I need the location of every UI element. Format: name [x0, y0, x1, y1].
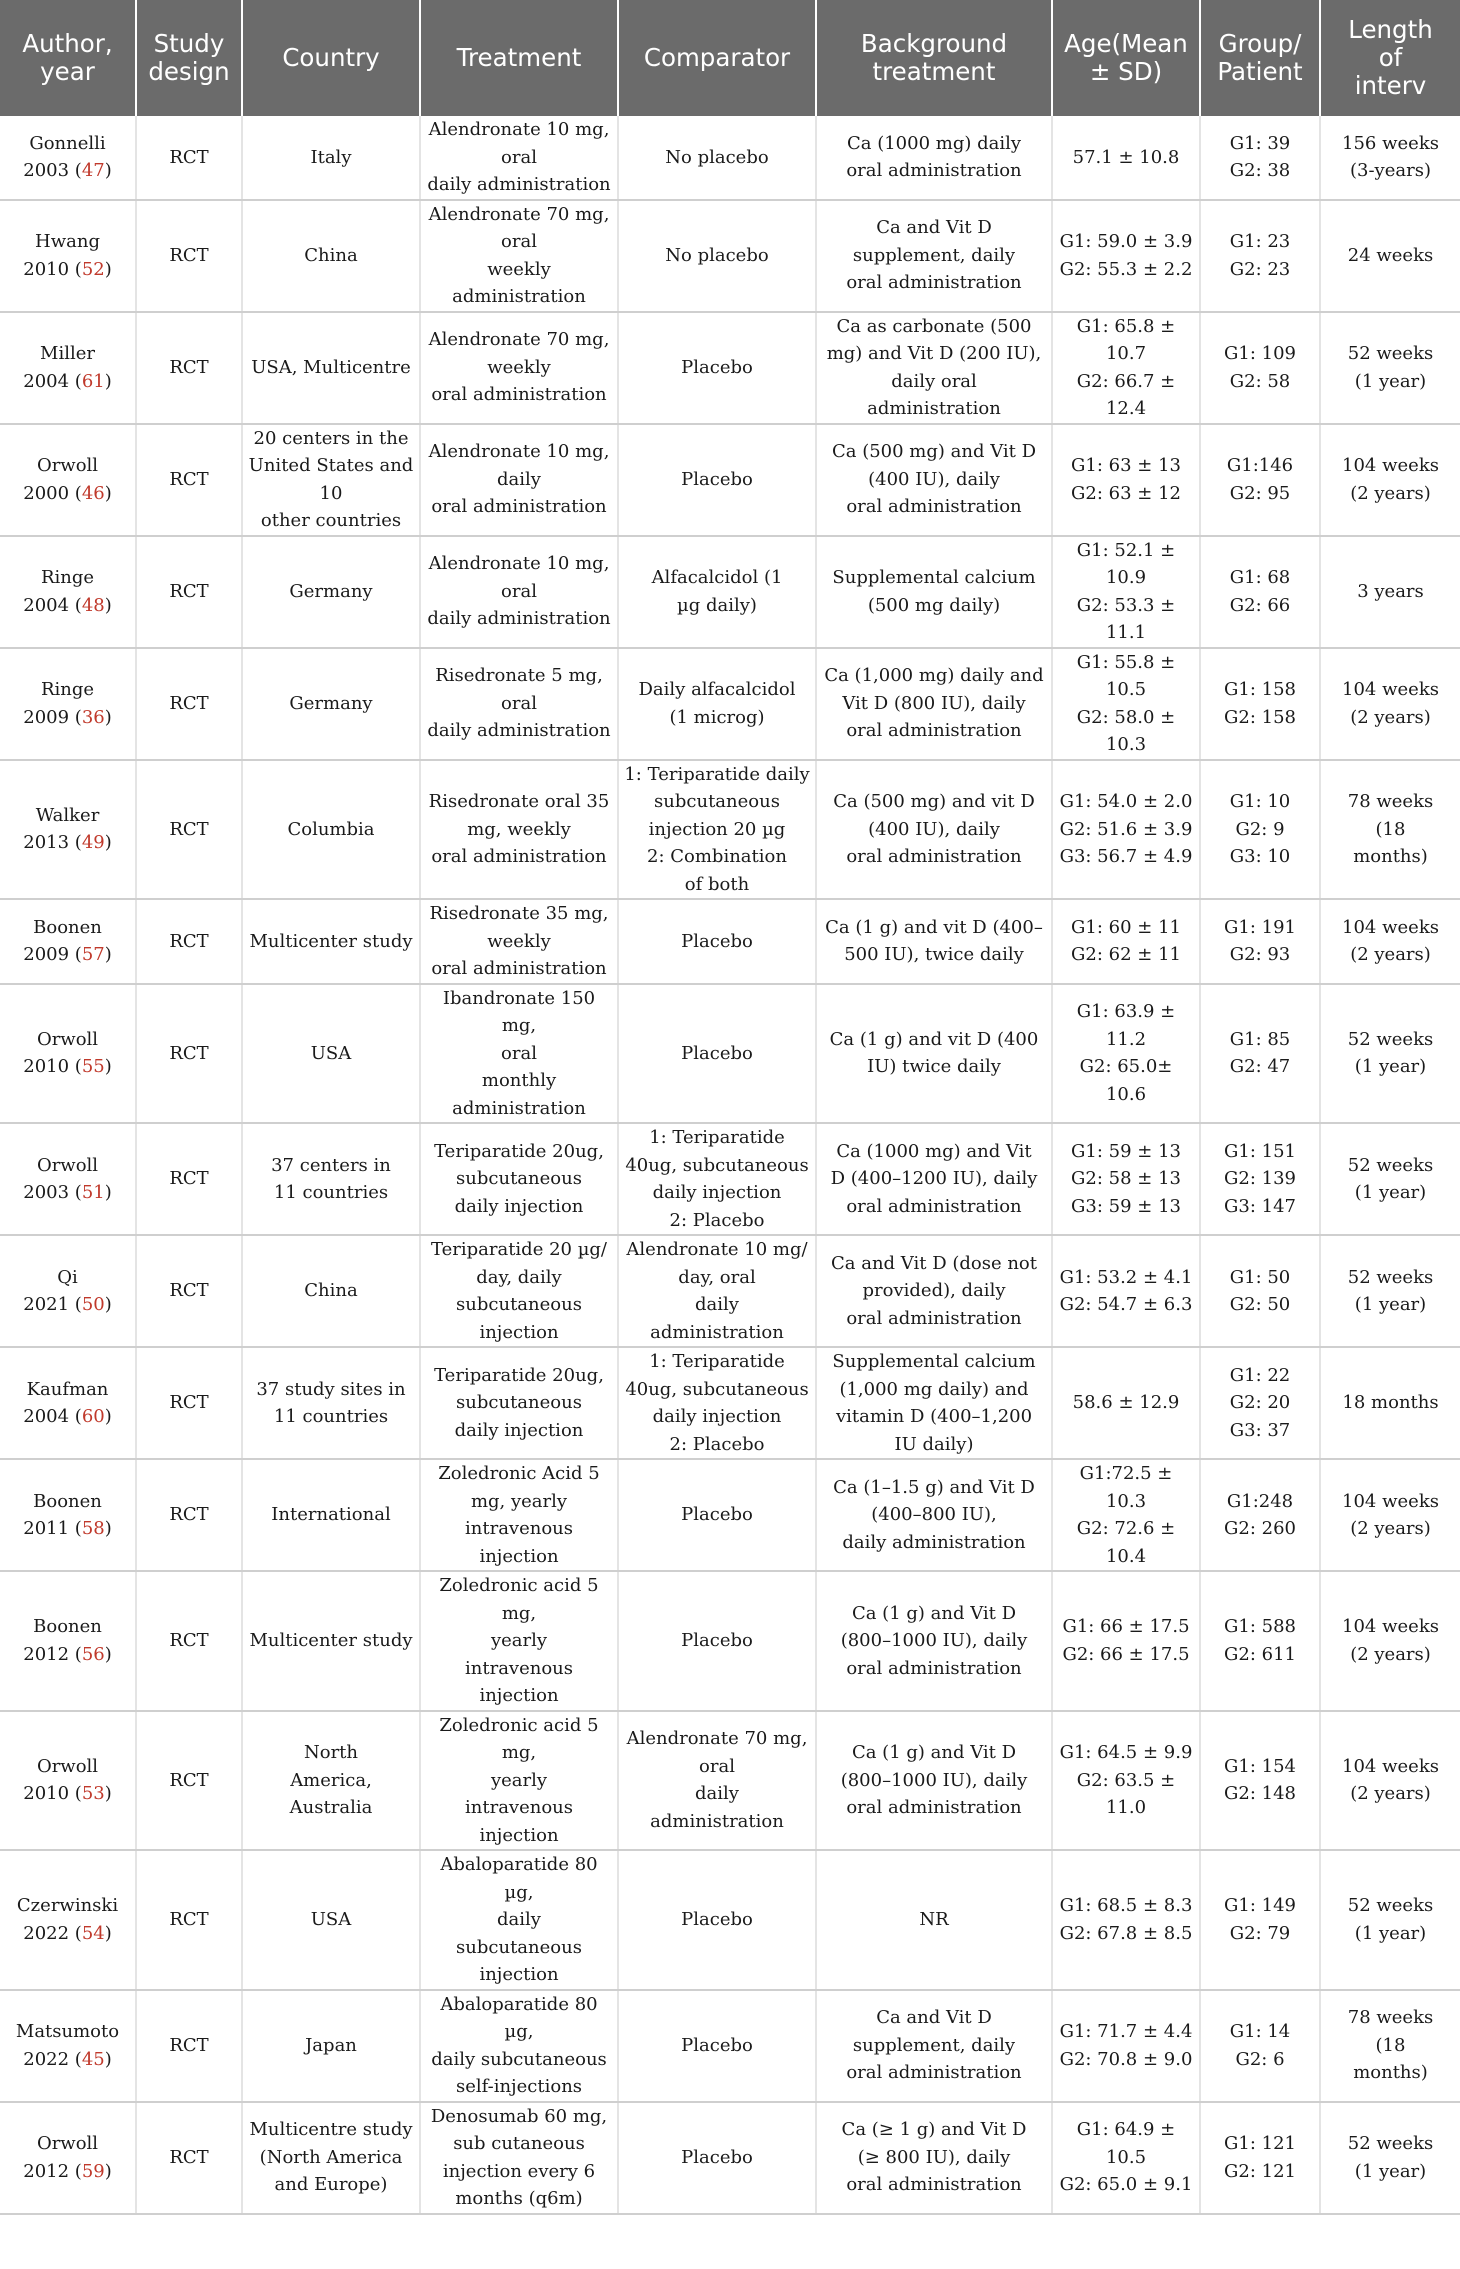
- reference-link[interactable]: 47: [81, 160, 105, 182]
- reference-link[interactable]: 56: [81, 1643, 105, 1665]
- treatment-cell: Alendronate 70 mg, oral weekly administration: [420, 200, 618, 312]
- author-year-cell: Orwoll 2003 (51): [0, 1123, 136, 1235]
- comparator-cell: 1: Teriparatide daily subcutaneous injection 20 µg 2: Combination of both: [618, 760, 816, 900]
- author-name: Orwoll: [36, 1755, 99, 1777]
- country-cell: USA, Multicentre: [242, 312, 420, 424]
- comparator-cell: Alendronate 70 mg, oral daily administration: [618, 1711, 816, 1851]
- publication-year: 2000: [23, 482, 70, 504]
- background-treatment-cell: Ca and Vit D (dose not provided), daily oral administration: [816, 1235, 1052, 1347]
- reference-link[interactable]: 46: [81, 482, 105, 504]
- background-treatment-cell: Ca (1 g) and vit D (400– 500 IU), twice daily: [816, 899, 1052, 984]
- group-patient-cell: G1: 68 G2: 66: [1200, 536, 1320, 648]
- column-header-length: Length of interv: [1320, 0, 1460, 116]
- country-cell: China: [242, 1235, 420, 1347]
- publication-year: 2012: [23, 2160, 70, 2182]
- reference-link[interactable]: 48: [81, 594, 105, 616]
- author-name: Orwoll: [36, 2133, 99, 2154]
- length-cell: 104 weeks (2 years): [1320, 1571, 1460, 1711]
- author-year-cell: Boonen 2012 (56): [0, 1571, 136, 1711]
- author-name: Boonen: [33, 1616, 102, 1638]
- table-header-row: [0, 0, 1460, 116]
- table-row: [0, 1571, 1460, 1711]
- group-patient-cell: G1: 151 G2: 139 G3: 147: [1200, 1123, 1320, 1235]
- length-cell: 52 weeks (1 year): [1320, 1850, 1460, 1990]
- table-row: [0, 1990, 1460, 2102]
- comparator-cell: Placebo: [618, 1990, 816, 2102]
- group-patient-cell: G1: 121 G2: 121: [1200, 2102, 1320, 2214]
- table-row: [0, 1711, 1460, 1851]
- background-treatment-cell: Ca (1 g) and Vit D (800–1000 IU), daily oral administration: [816, 1571, 1052, 1711]
- background-treatment-cell: Ca (1,000 mg) daily and Vit D (800 IU), daily oral administration: [816, 648, 1052, 760]
- publication-year: 2022: [23, 1922, 70, 1944]
- group-patient-cell: G1: 14 G2: 6: [1200, 1990, 1320, 2102]
- table-row: [0, 1459, 1460, 1571]
- author-year-cell: Miller 2004 (61): [0, 312, 136, 424]
- table-row: [0, 1347, 1460, 1459]
- group-patient-cell: G1: 85 G2: 47: [1200, 984, 1320, 1124]
- length-cell: 52 weeks (1 year): [1320, 984, 1460, 1124]
- comparator-cell: Placebo: [618, 899, 816, 984]
- length-cell: 104 weeks (2 years): [1320, 1459, 1460, 1571]
- study-design-cell: RCT: [136, 760, 242, 900]
- reference-link[interactable]: 36: [81, 706, 105, 728]
- length-cell: 52 weeks (1 year): [1320, 2102, 1460, 2214]
- reference-link[interactable]: 49: [81, 832, 105, 854]
- background-treatment-cell: Supplemental calcium (1,000 mg daily) and vitamin D (400–1,200 IU daily): [816, 1347, 1052, 1459]
- reference-link[interactable]: 59: [81, 2160, 105, 2182]
- group-patient-cell: G1: 50 G2: 50: [1200, 1235, 1320, 1347]
- age-cell: G1: 60 ± 11 G2: 62 ± 11: [1052, 899, 1200, 984]
- treatment-cell: Abaloparatide 80 µg, daily subcutaneous injection: [420, 1850, 618, 1990]
- age-cell: G1: 63 ± 13 G2: 63 ± 12: [1052, 424, 1200, 536]
- study-design-cell: RCT: [136, 1235, 242, 1347]
- background-treatment-cell: Ca (1000 mg) daily oral administration: [816, 116, 1052, 200]
- table-row: [0, 200, 1460, 312]
- country-cell: Germany: [242, 536, 420, 648]
- column-header-group-patient: Group/ Patient: [1200, 0, 1320, 116]
- author-year-cell: Ringe 2009 (36): [0, 648, 136, 760]
- author-name: Orwoll: [36, 455, 99, 476]
- length-cell: 104 weeks (2 years): [1320, 899, 1460, 984]
- publication-year: 2009: [23, 944, 70, 966]
- author-name: Orwoll: [36, 1028, 99, 1050]
- study-design-cell: RCT: [136, 2102, 242, 2214]
- treatment-cell: Risedronate 35 mg, weekly oral administration: [420, 899, 618, 984]
- table-row: [0, 984, 1460, 1124]
- publication-year: 2022: [23, 2048, 70, 2070]
- country-cell: China: [242, 200, 420, 312]
- publication-year: 2004: [23, 594, 70, 616]
- column-header-country: Country: [242, 0, 420, 116]
- treatment-cell: Alendronate 10 mg, oral daily administration: [420, 536, 618, 648]
- age-cell: G1: 64.5 ± 9.9 G2: 63.5 ± 11.0: [1052, 1711, 1200, 1851]
- length-cell: 24 weeks: [1320, 200, 1460, 312]
- length-cell: 52 weeks (1 year): [1320, 312, 1460, 424]
- reference-link[interactable]: 55: [81, 1056, 105, 1078]
- author-year-cell: Orwoll 2012 (59): [0, 2102, 136, 2214]
- country-cell: International: [242, 1459, 420, 1571]
- age-cell: G1: 65.8 ± 10.7 G2: 66.7 ± 12.4: [1052, 312, 1200, 424]
- author-name: Kaufman: [26, 1378, 109, 1400]
- study-design-cell: RCT: [136, 1571, 242, 1711]
- length-cell: 3 years: [1320, 536, 1460, 648]
- comparator-cell: Daily alfacalcidol (1 microg): [618, 648, 816, 760]
- length-cell: 156 weeks (3-years): [1320, 116, 1460, 200]
- author-name: Ringe: [40, 567, 95, 588]
- study-design-cell: RCT: [136, 116, 242, 200]
- length-cell: 18 months: [1320, 1347, 1460, 1459]
- age-cell: G1: 52.1 ± 10.9 G2: 53.3 ± 11.1: [1052, 536, 1200, 648]
- comparator-cell: Placebo: [618, 1571, 816, 1711]
- author-name: Orwoll: [36, 1154, 99, 1176]
- study-design-cell: RCT: [136, 1990, 242, 2102]
- publication-year: 2003: [23, 1182, 70, 1203]
- country-cell: USA: [242, 984, 420, 1124]
- table-row: [0, 1235, 1460, 1347]
- comparator-cell: Placebo: [618, 1459, 816, 1571]
- background-treatment-cell: Ca and Vit D supplement, daily oral administration: [816, 200, 1052, 312]
- author-year-cell: Kaufman 2004 (60): [0, 1347, 136, 1459]
- length-cell: 78 weeks (18 months): [1320, 1990, 1460, 2102]
- publication-year: 2012: [23, 1643, 70, 1665]
- author-name: Boonen: [33, 916, 102, 938]
- background-treatment-cell: Ca (1 g) and vit D (400 IU) twice daily: [816, 984, 1052, 1124]
- comparator-cell: Alfacalcidol (1 µg daily): [618, 536, 816, 648]
- age-cell: G1: 59 ± 13 G2: 58 ± 13 G3: 59 ± 13: [1052, 1123, 1200, 1235]
- background-treatment-cell: Ca (1–1.5 g) and Vit D (400–800 IU), daily administration: [816, 1459, 1052, 1571]
- group-patient-cell: G1: 23 G2: 23: [1200, 200, 1320, 312]
- author-year-cell: Czerwinski 2022 (54): [0, 1850, 136, 1990]
- comparator-cell: No placebo: [618, 200, 816, 312]
- column-header-comparator: Comparator: [618, 0, 816, 116]
- country-cell: Multicenter study: [242, 1571, 420, 1711]
- table-row: [0, 648, 1460, 760]
- treatment-cell: Teriparatide 20ug, subcutaneous daily injection: [420, 1347, 618, 1459]
- study-design-cell: RCT: [136, 200, 242, 312]
- treatment-cell: Zoledronic Acid 5 mg, yearly intravenous injection: [420, 1459, 618, 1571]
- country-cell: Germany: [242, 648, 420, 760]
- reference-link[interactable]: 52: [81, 258, 105, 280]
- reference-link[interactable]: 61: [81, 370, 105, 392]
- author-name: Matsumoto: [15, 2021, 120, 2042]
- background-treatment-cell: Supplemental calcium (500 mg daily): [816, 536, 1052, 648]
- treatment-cell: Abaloparatide 80 µg, daily subcutaneous self-injections: [420, 1990, 618, 2102]
- table-row: [0, 1850, 1460, 1990]
- country-cell: Multicentre study (North America and Europe): [242, 2102, 420, 2214]
- treatment-cell: Zoledronic acid 5 mg, yearly intravenous injection: [420, 1711, 618, 1851]
- author-year-cell: Ringe 2004 (48): [0, 536, 136, 648]
- comparator-cell: 1: Teriparatide 40ug, subcutaneous daily injection 2: Placebo: [618, 1347, 816, 1459]
- treatment-cell: Denosumab 60 mg, sub cutaneous injection every 6 months (q6m): [420, 2102, 618, 2214]
- group-patient-cell: G1:146 G2: 95: [1200, 424, 1320, 536]
- background-treatment-cell: Ca (1 g) and Vit D (800–1000 IU), daily oral administration: [816, 1711, 1052, 1851]
- study-design-cell: RCT: [136, 536, 242, 648]
- author-year-cell: Orwoll 2010 (53): [0, 1711, 136, 1851]
- treatment-cell: Teriparatide 20 µg/ day, daily subcutaneous injection: [420, 1235, 618, 1347]
- reference-link[interactable]: 53: [81, 1783, 105, 1805]
- group-patient-cell: G1:248 G2: 260: [1200, 1459, 1320, 1571]
- author-name: Boonen: [33, 1490, 102, 1512]
- treatment-cell: Risedronate 5 mg, oral daily administration: [420, 648, 618, 760]
- study-design-cell: RCT: [136, 1123, 242, 1235]
- comparator-cell: Placebo: [618, 984, 816, 1124]
- age-cell: 58.6 ± 12.9: [1052, 1347, 1200, 1459]
- country-cell: Italy: [242, 116, 420, 200]
- country-cell: 20 centers in the United States and 10 other countries: [242, 424, 420, 536]
- age-cell: G1: 66 ± 17.5 G2: 66 ± 17.5: [1052, 1571, 1200, 1711]
- author-name: Czerwinski: [16, 1895, 119, 1917]
- study-design-cell: RCT: [136, 1850, 242, 1990]
- age-cell: 57.1 ± 10.8: [1052, 116, 1200, 200]
- author-name: Hwang: [35, 231, 100, 252]
- comparator-cell: Placebo: [618, 1850, 816, 1990]
- group-patient-cell: G1: 109 G2: 58: [1200, 312, 1320, 424]
- table-row: [0, 2102, 1460, 2214]
- table-row: [0, 899, 1460, 984]
- length-cell: 52 weeks (1 year): [1320, 1235, 1460, 1347]
- comparator-cell: 1: Teriparatide 40ug, subcutaneous daily injection 2: Placebo: [618, 1123, 816, 1235]
- study-design-cell: RCT: [136, 1711, 242, 1851]
- group-patient-cell: G1: 191 G2: 93: [1200, 899, 1320, 984]
- study-design-cell: RCT: [136, 1347, 242, 1459]
- age-cell: G1: 64.9 ± 10.5 G2: 65.0 ± 9.1: [1052, 2102, 1200, 2214]
- background-treatment-cell: Ca and Vit D supplement, daily oral administration: [816, 1990, 1052, 2102]
- study-design-cell: RCT: [136, 424, 242, 536]
- reference-link[interactable]: 58: [81, 1518, 105, 1539]
- author-name: Gonnelli: [29, 132, 106, 154]
- publication-year: 2021: [23, 1294, 70, 1315]
- column-header-treatment: Treatment: [420, 0, 618, 116]
- publication-year: 2010: [23, 1056, 70, 1078]
- country-cell: Japan: [242, 1990, 420, 2102]
- author-name: Ringe: [40, 679, 95, 700]
- publication-year: 2004: [23, 1406, 70, 1427]
- author-name: Walker: [35, 804, 100, 826]
- treatment-cell: Risedronate oral 35 mg, weekly oral administration: [420, 760, 618, 900]
- group-patient-cell: G1: 22 G2: 20 G3: 37: [1200, 1347, 1320, 1459]
- table-row: [0, 424, 1460, 536]
- column-header-author-year: Author, year: [0, 0, 136, 116]
- country-cell: 37 centers in 11 countries: [242, 1123, 420, 1235]
- publication-year: 2003: [23, 160, 70, 182]
- column-header-age: Age(Mean ± SD): [1052, 0, 1200, 116]
- group-patient-cell: G1: 154 G2: 148: [1200, 1711, 1320, 1851]
- comparator-cell: Alendronate 10 mg/ day, oral daily administration: [618, 1235, 816, 1347]
- study-design-cell: RCT: [136, 312, 242, 424]
- author-year-cell: Orwoll 2010 (55): [0, 984, 136, 1124]
- column-header-background-treatment: Background treatment: [816, 0, 1052, 116]
- table-row: [0, 116, 1460, 200]
- background-treatment-cell: Ca (500 mg) and vit D (400 IU), daily oral administration: [816, 760, 1052, 900]
- age-cell: G1:72.5 ± 10.3 G2: 72.6 ± 10.4: [1052, 1459, 1200, 1571]
- treatment-cell: Alendronate 10 mg, daily oral administration: [420, 424, 618, 536]
- reference-link[interactable]: 60: [81, 1406, 105, 1427]
- treatment-cell: Alendronate 70 mg, weekly oral administration: [420, 312, 618, 424]
- length-cell: 104 weeks (2 years): [1320, 1711, 1460, 1851]
- treatment-cell: Zoledronic acid 5 mg, yearly intravenous injection: [420, 1571, 618, 1711]
- reference-link[interactable]: 54: [81, 1922, 105, 1944]
- author-name: Qi: [57, 1266, 78, 1288]
- age-cell: G1: 55.8 ± 10.5 G2: 58.0 ± 10.3: [1052, 648, 1200, 760]
- country-cell: North America, Australia: [242, 1711, 420, 1851]
- author-year-cell: Matsumoto 2022 (45): [0, 1990, 136, 2102]
- length-cell: 104 weeks (2 years): [1320, 424, 1460, 536]
- author-year-cell: Boonen 2009 (57): [0, 899, 136, 984]
- publication-year: 2004: [23, 370, 70, 392]
- comparator-cell: Placebo: [618, 312, 816, 424]
- author-year-cell: Hwang 2010 (52): [0, 200, 136, 312]
- group-patient-cell: G1: 158 G2: 158: [1200, 648, 1320, 760]
- age-cell: G1: 63.9 ± 11.2 G2: 65.0± 10.6: [1052, 984, 1200, 1124]
- author-name: Miller: [40, 343, 95, 364]
- author-year-cell: Gonnelli 2003 (47): [0, 116, 136, 200]
- reference-link[interactable]: 50: [81, 1294, 105, 1315]
- background-treatment-cell: Ca (1000 mg) and Vit D (400–1200 IU), daily oral administration: [816, 1123, 1052, 1235]
- reference-link[interactable]: 57: [81, 944, 105, 966]
- length-cell: 52 weeks (1 year): [1320, 1123, 1460, 1235]
- table-row: [0, 536, 1460, 648]
- author-year-cell: Orwoll 2000 (46): [0, 424, 136, 536]
- treatment-cell: Alendronate 10 mg, oral daily administration: [420, 116, 618, 200]
- reference-link[interactable]: 51: [81, 1182, 105, 1203]
- background-treatment-cell: Ca (≥ 1 g) and Vit D (≥ 800 IU), daily oral administration: [816, 2102, 1052, 2214]
- country-cell: Columbia: [242, 760, 420, 900]
- publication-year: 2013: [23, 832, 70, 854]
- publication-year: 2009: [23, 706, 70, 728]
- country-cell: USA: [242, 1850, 420, 1990]
- reference-link[interactable]: 45: [81, 2048, 105, 2070]
- table-body: [0, 116, 1460, 2214]
- age-cell: G1: 53.2 ± 4.1 G2: 54.7 ± 6.3: [1052, 1235, 1200, 1347]
- table-row: [0, 1123, 1460, 1235]
- group-patient-cell: G1: 10 G2: 9 G3: 10: [1200, 760, 1320, 900]
- background-treatment-cell: Ca as carbonate (500 mg) and Vit D (200 IU), daily oral administration: [816, 312, 1052, 424]
- country-cell: Multicenter study: [242, 899, 420, 984]
- table-row: [0, 312, 1460, 424]
- background-treatment-cell: Ca (500 mg) and Vit D (400 IU), daily oral administration: [816, 424, 1052, 536]
- author-year-cell: Boonen 2011 (58): [0, 1459, 136, 1571]
- treatment-cell: Teriparatide 20ug, subcutaneous daily injection: [420, 1123, 618, 1235]
- publication-year: 2011: [23, 1518, 70, 1539]
- group-patient-cell: G1: 588 G2: 611: [1200, 1571, 1320, 1711]
- table-row: [0, 760, 1460, 900]
- age-cell: G1: 59.0 ± 3.9 G2: 55.3 ± 2.2: [1052, 200, 1200, 312]
- publication-year: 2010: [23, 258, 70, 280]
- age-cell: G1: 71.7 ± 4.4 G2: 70.8 ± 9.0: [1052, 1990, 1200, 2102]
- study-design-cell: RCT: [136, 1459, 242, 1571]
- country-cell: 37 study sites in 11 countries: [242, 1347, 420, 1459]
- length-cell: 78 weeks (18 months): [1320, 760, 1460, 900]
- background-treatment-cell: NR: [816, 1850, 1052, 1990]
- author-year-cell: Qi 2021 (50): [0, 1235, 136, 1347]
- comparator-cell: Placebo: [618, 2102, 816, 2214]
- group-patient-cell: G1: 39 G2: 38: [1200, 116, 1320, 200]
- age-cell: G1: 68.5 ± 8.3 G2: 67.8 ± 8.5: [1052, 1850, 1200, 1990]
- publication-year: 2010: [23, 1783, 70, 1805]
- column-header-study-design: Study design: [136, 0, 242, 116]
- study-design-cell: RCT: [136, 648, 242, 760]
- study-design-cell: RCT: [136, 899, 242, 984]
- treatment-cell: Ibandronate 150 mg, oral monthly administration: [420, 984, 618, 1124]
- age-cell: G1: 54.0 ± 2.0 G2: 51.6 ± 3.9 G3: 56.7 ± 4.9: [1052, 760, 1200, 900]
- study-design-cell: RCT: [136, 984, 242, 1124]
- group-patient-cell: G1: 149 G2: 79: [1200, 1850, 1320, 1990]
- length-cell: 104 weeks (2 years): [1320, 648, 1460, 760]
- author-year-cell: Walker 2013 (49): [0, 760, 136, 900]
- comparator-cell: No placebo: [618, 116, 816, 200]
- comparator-cell: Placebo: [618, 424, 816, 536]
